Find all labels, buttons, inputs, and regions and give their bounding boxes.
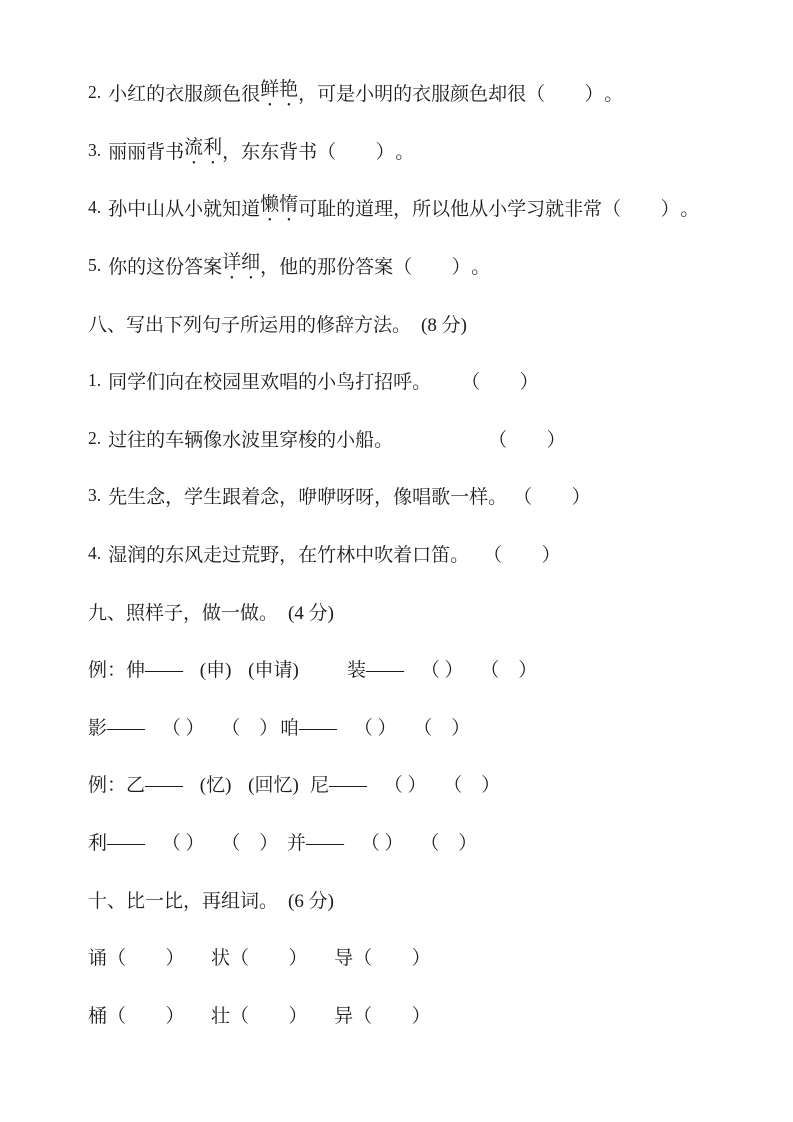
answer-blank: （ ） (513, 487, 592, 509)
character: 诵 (88, 948, 108, 970)
item-text: ，可是小明的衣服颜色却很 (298, 84, 527, 106)
emphasized-word: 详细 (222, 252, 261, 274)
answer-blank: （ ） (107, 948, 186, 970)
stem-label: 装—— (347, 660, 405, 682)
answer-blank: （ ） (393, 257, 472, 279)
question-item (88, 352, 757, 410)
character: 桶 (88, 1005, 108, 1027)
character: 状 (211, 948, 231, 970)
item-number: 5. (88, 255, 102, 276)
word-formation-cell (88, 770, 310, 797)
question-item (88, 467, 757, 525)
question-item (88, 122, 757, 180)
word-formation-cell (287, 828, 477, 855)
compare-words-row (88, 986, 757, 1044)
compare-word-cell (88, 943, 185, 970)
answer-paren: （ ） (353, 717, 397, 739)
compare-word-cell (211, 943, 308, 970)
stem-label: 例：乙—— (88, 775, 184, 797)
word-formation-row (88, 813, 757, 871)
answer-paren: (申) (199, 660, 232, 682)
emphasized-word: 鲜艳 (260, 79, 299, 101)
item-text: 。 (680, 199, 700, 221)
answer-blank: （ ） (230, 948, 309, 970)
answer-paren: （ ） (221, 833, 279, 855)
answer-paren: （ ） (360, 833, 404, 855)
answer-paren: （ ） (383, 775, 427, 797)
compare-word-cell (88, 1001, 185, 1028)
character: 异 (334, 1005, 354, 1027)
word-formation-cell (88, 655, 347, 682)
item-text: 你的这份答案 (108, 257, 223, 279)
stem-label: 尼—— (310, 775, 368, 797)
question-item (88, 64, 757, 122)
word-formation-cell (280, 713, 470, 740)
question-item (88, 237, 757, 295)
item-number: 1. (88, 370, 102, 391)
answer-blank: （ ） (488, 429, 567, 451)
item-text: 孙中山从小就知道 (108, 199, 261, 221)
item-number: 2. (88, 427, 102, 448)
stem-label: 例：伸—— (88, 660, 184, 682)
answer-paren: （ ） (161, 833, 205, 855)
section-title: 九、照样子，做一做。 (88, 602, 279, 624)
item-text: 过往的车辆像水波里穿梭的小船。 (108, 429, 394, 451)
word-formation-cell (88, 828, 287, 855)
answer-paren: （ ） (420, 833, 478, 855)
answer-blank: （ ） (230, 1005, 309, 1027)
answer-blank: （ ） (526, 84, 605, 106)
item-text: 小红的衣服颜色很 (108, 84, 261, 106)
section-title: 十、比一比，再组词。 (88, 890, 279, 912)
item-text: ，东东背书 (222, 141, 318, 163)
stem-label: 利—— (88, 833, 146, 855)
compare-words-row (88, 928, 757, 986)
compare-word-cell (334, 943, 431, 970)
item-text: 先生念，学生跟着念，咿咿呀呀，像唱歌一样。 (108, 487, 508, 509)
character: 壮 (211, 1005, 231, 1027)
section-points: (8 分) (421, 314, 467, 336)
answer-blank: （ ） (317, 141, 396, 163)
word-formation-row (88, 698, 757, 756)
emphasized-word: 流利 (184, 136, 223, 158)
stem-label: 并—— (287, 833, 345, 855)
answer-paren: (忆) (199, 775, 232, 797)
item-text: 湿润的东风走过荒野，在竹林中吹着口笛。 (108, 545, 470, 567)
answer-blank: （ ） (461, 372, 540, 394)
item-number: 3. (88, 485, 102, 506)
answer-paren: （ ） (221, 717, 279, 739)
item-number: 2. (88, 82, 102, 103)
stem-label: 咱—— (280, 717, 338, 739)
answer-paren: （ ） (420, 660, 464, 682)
word-formation-row (88, 640, 757, 698)
answer-paren: (回忆) (248, 775, 299, 797)
answer-blank: （ ） (353, 948, 432, 970)
compare-word-cell (211, 1001, 308, 1028)
item-number: 3. (88, 139, 102, 160)
section-heading (88, 870, 757, 928)
word-formation-cell (310, 770, 500, 797)
section-heading (88, 582, 757, 640)
answer-paren: （ ） (443, 775, 501, 797)
answer-paren: （ ） (161, 717, 205, 739)
question-item (88, 525, 757, 583)
stem-label: 影—— (88, 717, 146, 739)
answer-blank: （ ） (483, 545, 562, 567)
answer-blank: （ ） (353, 1005, 432, 1027)
answer-paren: （ ） (413, 717, 471, 739)
item-text: 。 (395, 141, 415, 163)
word-formation-cell (347, 655, 537, 682)
question-item (88, 179, 757, 237)
answer-paren: (申请) (248, 660, 299, 682)
character: 导 (334, 948, 354, 970)
item-text: 可耻的道理，所以他从小学习就非常 (298, 199, 603, 221)
word-formation-cell (88, 713, 280, 740)
emphasized-word: 懒惰 (260, 194, 299, 216)
item-number: 4. (88, 543, 102, 564)
word-formation-row (88, 755, 757, 813)
item-text: 同学们向在校园里欢唱的小鸟打招呼。 (108, 372, 432, 394)
section-title: 八、写出下列句子所运用的修辞方法。 (88, 314, 412, 336)
answer-paren: （ ） (480, 660, 538, 682)
item-text: 丽丽背书 (108, 141, 185, 163)
section-heading (88, 294, 757, 352)
answer-blank: （ ） (602, 199, 681, 221)
item-text: ，他的那份答案 (260, 257, 394, 279)
compare-word-cell (334, 1001, 431, 1028)
item-number: 4. (88, 197, 102, 218)
item-text: 。 (604, 84, 624, 106)
section-points: (4 分) (288, 602, 334, 624)
question-item (88, 410, 757, 468)
item-text: 。 (471, 257, 491, 279)
answer-blank: （ ） (107, 1005, 186, 1027)
section-points: (6 分) (288, 890, 334, 912)
